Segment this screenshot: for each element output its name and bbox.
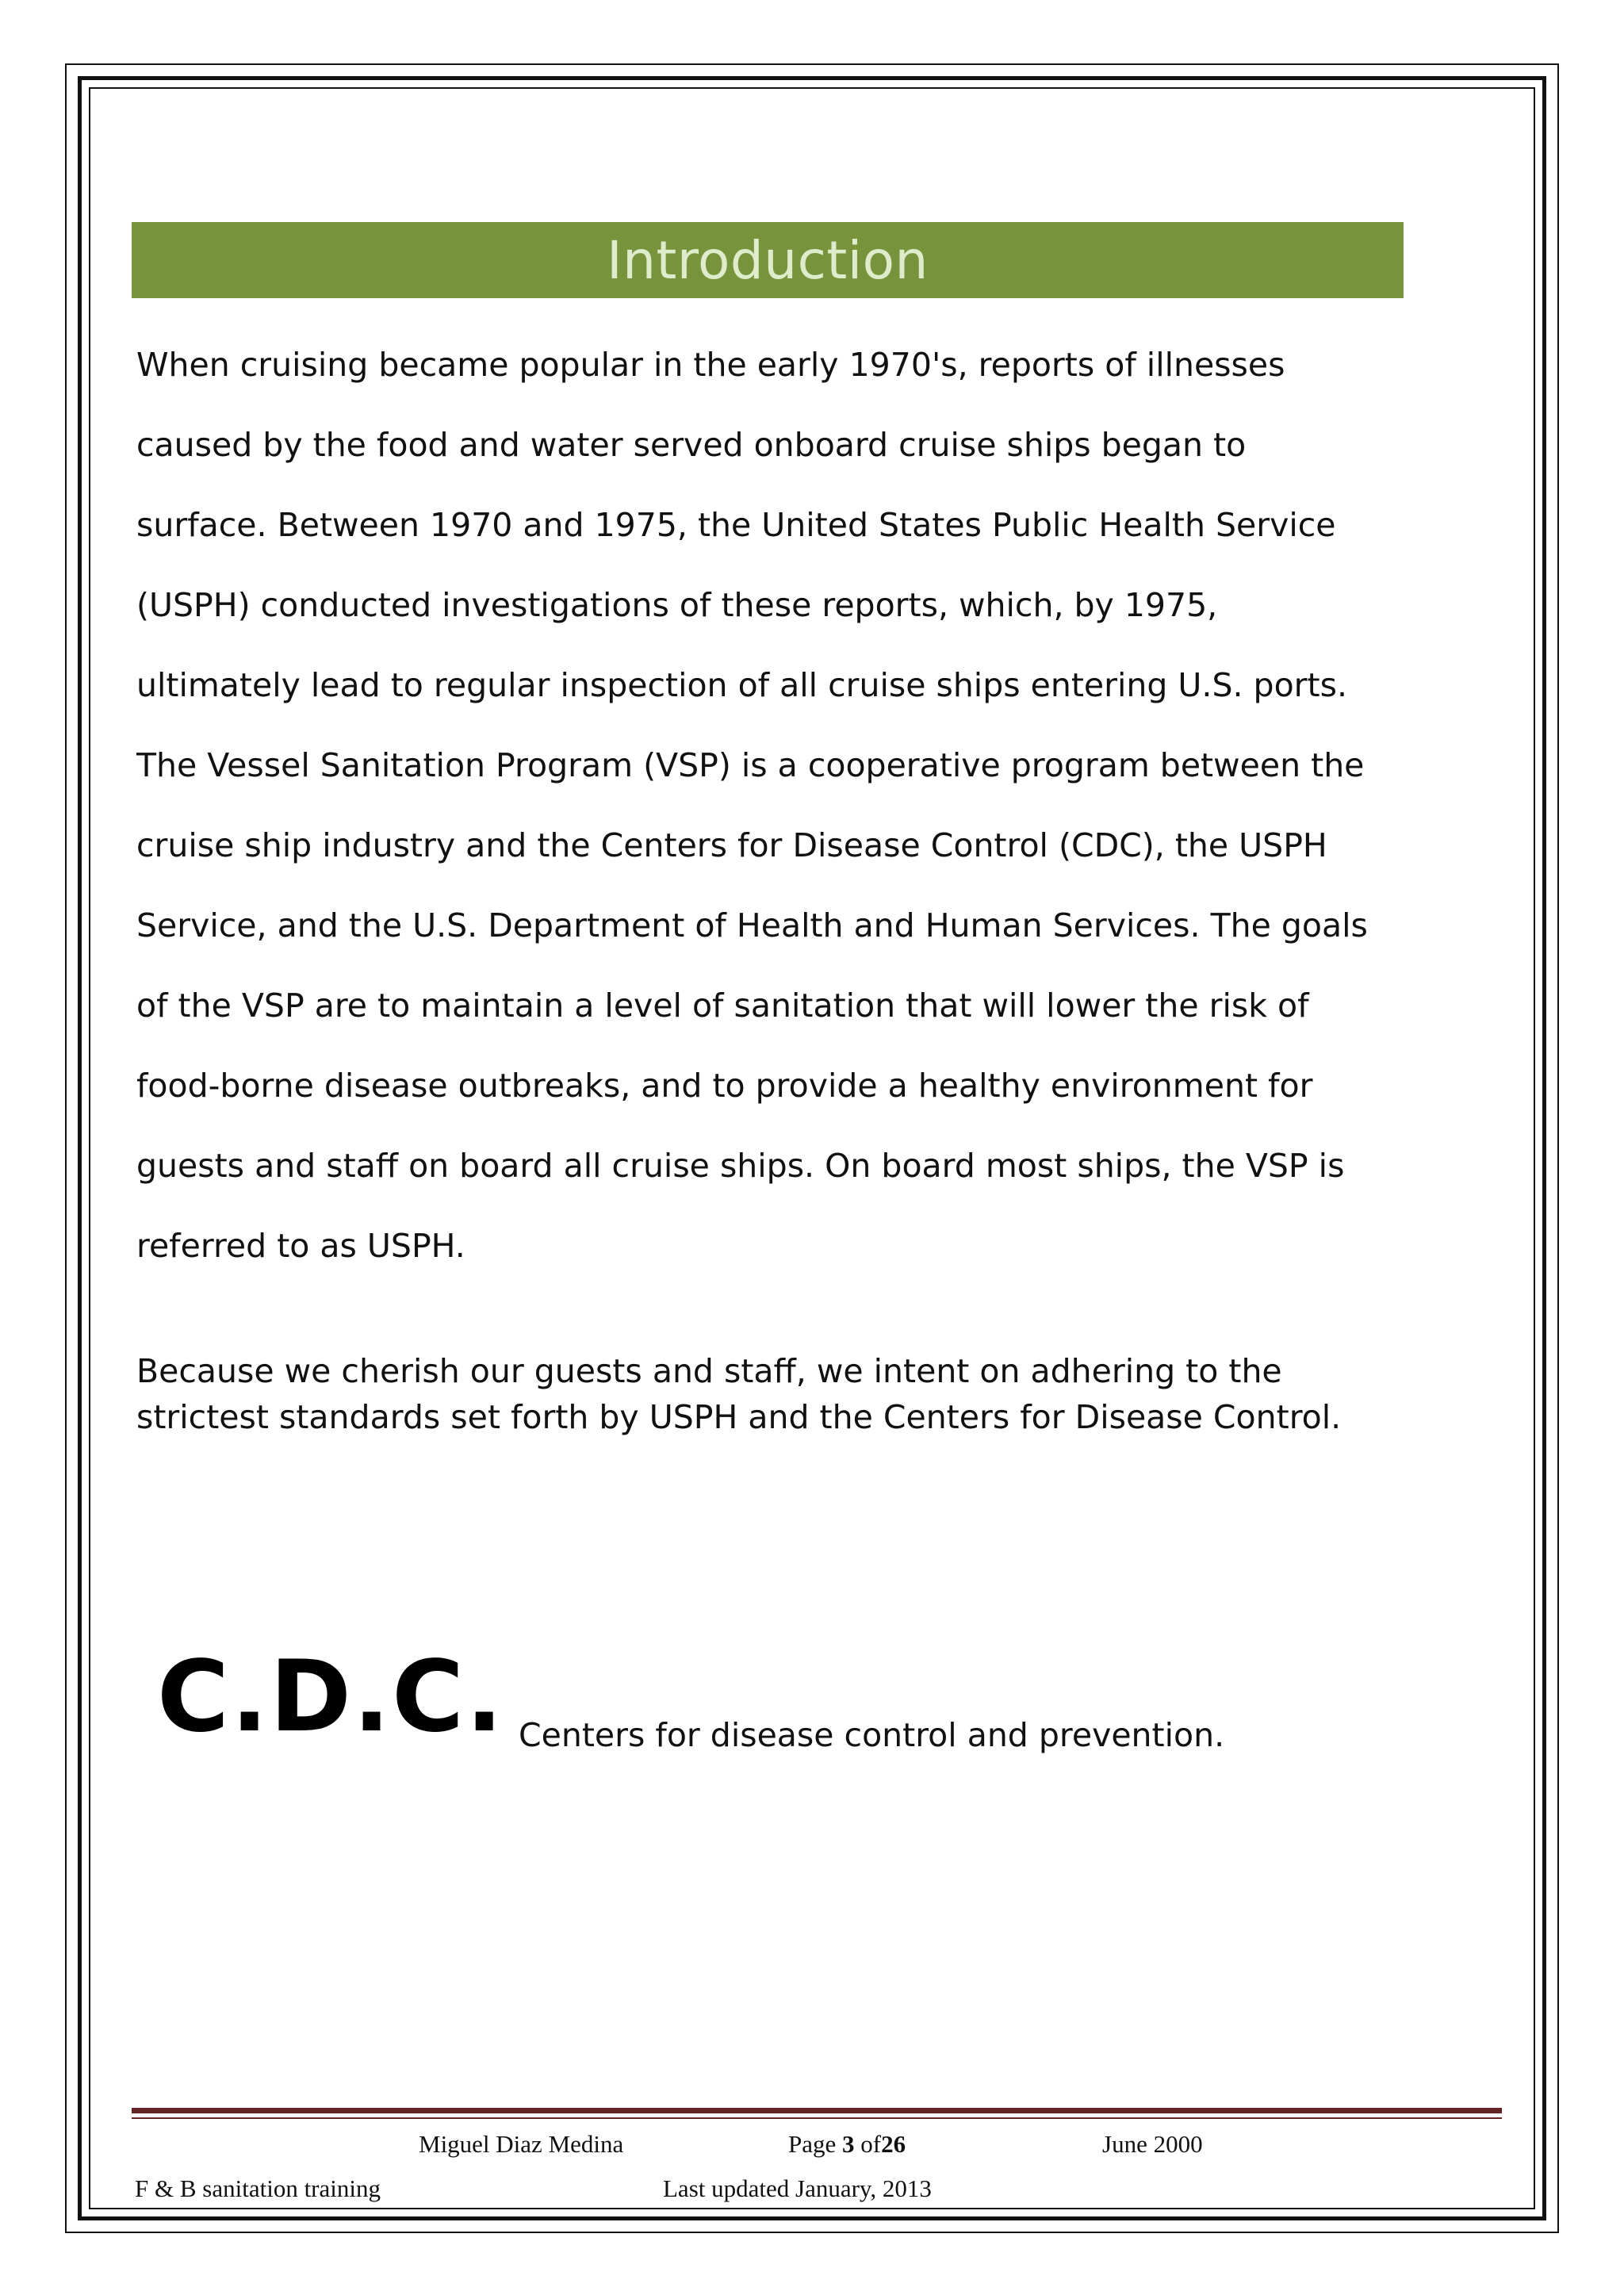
footer-rule-thick — [132, 2108, 1502, 2113]
paragraph-line: of the VSP are to maintain a level of sanitation that will lower the risk of — [136, 987, 1309, 1025]
footer-page-label: Page — [788, 2130, 837, 2158]
paragraph-line: strictest standards set forth by USPH and the Centers for Disease Control. — [136, 1398, 1342, 1436]
footer-date: June 2000 — [1102, 2130, 1203, 2158]
paragraph-line: ultimately lead to regular inspection of all cruise ships entering U.S. ports. — [136, 666, 1347, 704]
paragraph-line: surface. Between 1970 and 1975, the United States Public Health Service — [136, 506, 1336, 544]
paragraph-line: When cruising became popular in the early 1970's, reports of illnesses — [136, 346, 1285, 384]
paragraph-line: The Vessel Sanitation Program (VSP) is a cooperative program between the — [136, 746, 1365, 784]
cdc-description: Centers for disease control and prevention. — [519, 1716, 1225, 1754]
paragraph-line: referred to as USPH. — [136, 1227, 465, 1265]
footer-rule-thin — [132, 2117, 1502, 2119]
paragraph-line: food-borne disease outbreaks, and to provide a healthy environment for — [136, 1067, 1313, 1105]
commitment-paragraph — [136, 1348, 1421, 1440]
footer-page-number — [788, 2128, 906, 2160]
paragraph-line: Because we cherish our guests and staff, we intent on adhering to the — [136, 1352, 1282, 1390]
intro-paragraph — [136, 341, 1421, 1302]
footer-author: Miguel Diaz Medina — [419, 2130, 624, 2158]
footer-last-updated: Last updated January, 2013 — [663, 2174, 932, 2202]
footer-page-of: of — [860, 2130, 882, 2158]
paragraph-line: caused by the food and water served onboard cruise ships began to — [136, 426, 1247, 464]
footer-course: F & B sanitation training — [135, 2174, 381, 2202]
section-title-bar — [132, 222, 1404, 298]
paragraph-line: (USPH) conducted investigations of these reports, which, by 1975, — [136, 586, 1218, 624]
paragraph-line: cruise ship industry and the Centers for Disease Control (CDC), the USPH — [136, 826, 1327, 864]
paragraph-line: guests and staff on board all cruise ships. On board most ships, the VSP is — [136, 1147, 1345, 1185]
section-title: Introduction — [607, 229, 929, 291]
cdc-abbreviation: C.D.C. — [157, 1640, 505, 1754]
paragraph-line: Service, and the U.S. Department of Health and Human Services. The goals — [136, 906, 1368, 944]
footer-page-total: 26 — [881, 2130, 906, 2158]
footer-page-current: 3 — [842, 2130, 855, 2158]
